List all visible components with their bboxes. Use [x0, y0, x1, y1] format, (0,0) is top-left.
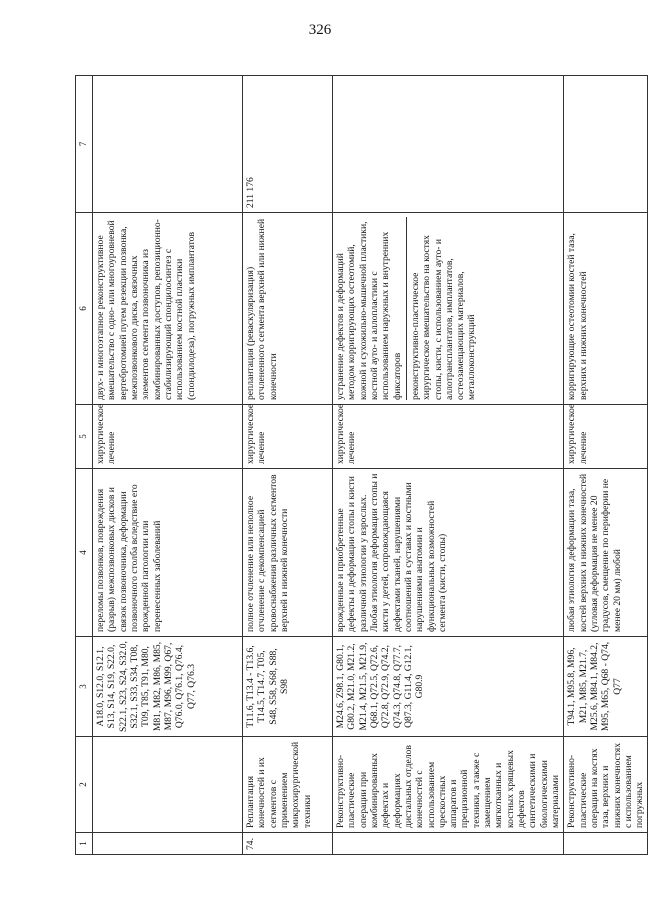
header-cell: 2: [76, 737, 93, 833]
service-name: Реплантация конечностей и их сегментов с применением микрохирургической техники: [243, 737, 333, 833]
treatment-method: корригирующие остеотомии костей таза, верхних и нижних конечностей: [564, 213, 648, 405]
row-number: 74.: [243, 833, 333, 855]
cost: [564, 76, 648, 213]
page-number: 326: [308, 22, 332, 38]
table-row: [93, 76, 243, 855]
icd-codes: T11.6, T13.4 - T13.6, T14.5, T14.7, T05, S48, S58, S68, S88, S98: [243, 637, 333, 737]
icd-codes: M24.6, Z98.1, G80.1, G80.2, M21.0, M21.2, M21.4, M21.5, M21.9, Q68.1, Q72.5, Q72.6, Q72.8, Q72.9, Q74.2, Q74.3, Q74.8, Q77.7, Q87.3, G11.4, G12.1, G80.9: [333, 637, 564, 737]
rotated-table-container: [75, 75, 646, 855]
cost: [93, 76, 243, 213]
patient-model: врожденные и приобретенные дефекты и деформации стопы и кисти различной этиологии у взрослых. Любая этиология деформации стопы и кисти у детей, сопровождающаяся дефектами тканей, нарушениями соотношений в суставах и костными нарушениями анатомии и функциональных возможностей сегмента (кисти, стопы): [333, 469, 564, 637]
treatment-method: [333, 213, 564, 405]
header-cell: 1: [76, 833, 93, 855]
treatment-type: хирургическое лечение: [333, 405, 564, 469]
service-name: [93, 737, 243, 833]
row-number: [333, 833, 564, 855]
icd-codes: A18.0, S12.0, S12.1, S13, S14, S19, S22.0, S22.1, S23, S24, S32.0, S32.1, S33, S34, T08, T09, T85, T91, M80, M81, M82, M86, M85, M87, M96, M99, Q67, Q76.0, Q76.1, Q76.4, Q77, Q76.3: [93, 637, 243, 737]
header-cell: 3: [76, 637, 93, 737]
cost: [333, 76, 564, 213]
patient-model: полное отчленение или неполное отчленение с декомпенсацией кровоснабжения различных сегментов верхней и нижней конечности: [243, 469, 333, 637]
patient-model: любая этиология деформации таза, костей верхних и нижних конечностей (угловая деформация не менее 20 градусов, смещение по периферии не менее 20 мм) любой: [564, 469, 648, 637]
header-cell: 4: [76, 469, 93, 637]
treatment-type: хирургическое лечение: [243, 405, 333, 469]
header-cell: 7: [76, 76, 93, 213]
treatment-method: реплантация (реваскуляризация) отчлененного сегмента верхней или нижней конечности: [243, 213, 333, 405]
treatment-method: двух- и многоэтапное реконструктивное вмешательство с одно- или многоуровневой вертебротомией путем резекции позвонка, межпозвонкового диска, связочных элементов сегмента позвоночника из комбинированных доступов, репозиционно-стабилизирующий спондилосинтез с использованием костной пластики (спондилодеза), погружных имплантатов: [93, 213, 243, 405]
table-wrapper: [75, 75, 646, 855]
header-row: [76, 76, 93, 855]
header-cell: 6: [76, 213, 93, 405]
cost: 211 176: [243, 76, 333, 213]
table-row: [333, 76, 564, 855]
table-row: [564, 76, 648, 855]
table-row: [243, 76, 333, 855]
services-table: [75, 75, 648, 855]
icd-codes: T94.1, M95.8, M96, M21, M85, M21.7, M25.6, M84.1, M84.2, M95, M65, Q68 - Q74, Q77: [564, 637, 648, 737]
service-name: Реконструктивно-пластические операции на костях таза, верхних и нижних конечностях с использованием погружных: [564, 737, 648, 833]
row-number: [93, 833, 243, 855]
row-number: [564, 833, 648, 855]
treatment-type: хирургическое лечение: [93, 405, 243, 469]
patient-model: переломы позвонков, повреждения (разрыв) межпозвонковых дисков и связок позвоночника, деформации позвоночного столба вследствие его врожденной патологии или перенесенных заболеваний: [93, 469, 243, 637]
service-name: Реконструктивно-пластические операции при комбинированных дефектах и деформациях дистальных отделов конечностей с использованием чрескостных аппаратов и прецизионной техники, а также с замещением мягкотканных и костных хрящевых дефектов синтетическими и биологическими материалами: [333, 737, 564, 833]
method-item: реконструктивно-пластическое хирургическое вмешательство на костях стопы, кисти, с использованием ауто- и аллотрансплантатов, имплантатов, остеозамещающих материалов, металлоконструкций: [406, 217, 478, 400]
method-item: устранение дефектов и деформаций методом корригирующих остеотомий, кожной и сухожильно-мышечной пластики, костной ауто- и аллопластики с использованием наружных и внутренних фиксаторов: [335, 221, 403, 400]
header-cell: 5: [76, 405, 93, 469]
treatment-type: хирургическое лечение: [564, 405, 648, 469]
